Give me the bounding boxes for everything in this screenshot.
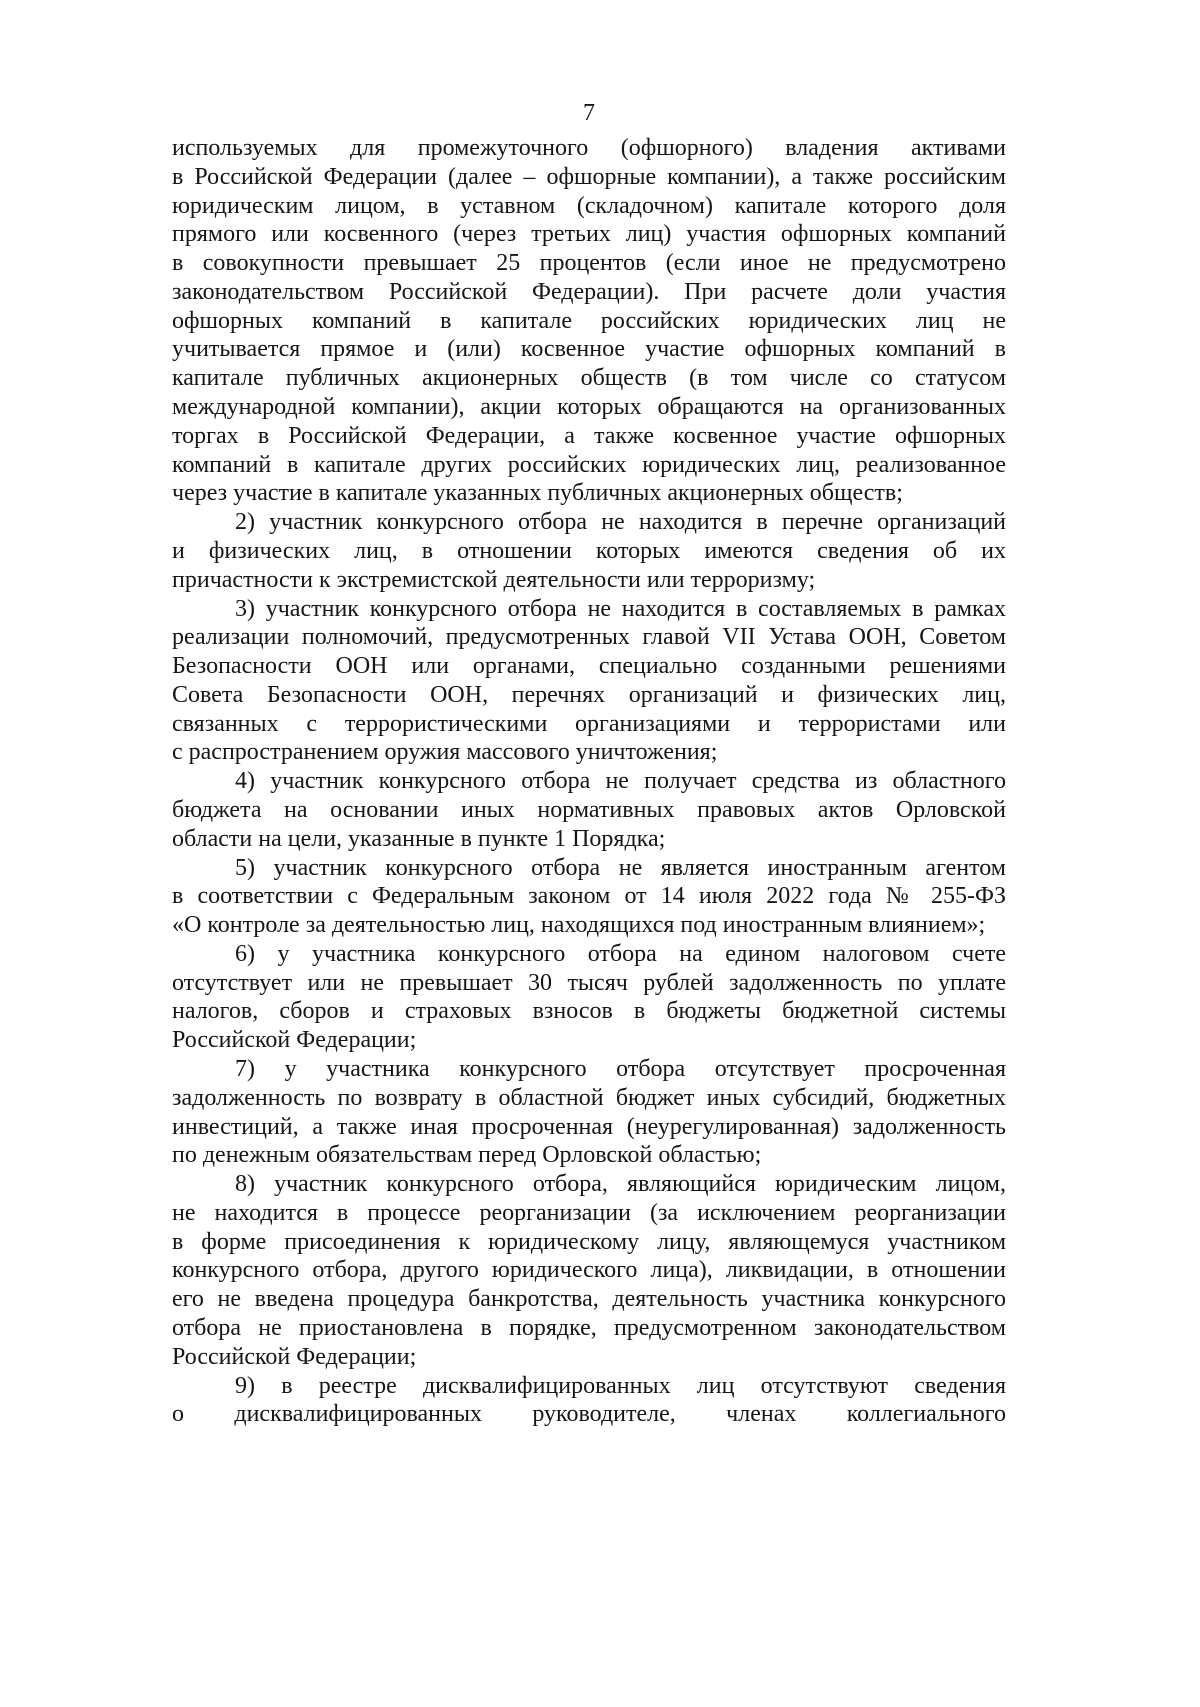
paragraph-item-8: [172, 1170, 1006, 1371]
paragraph-item-9: [172, 1372, 1006, 1430]
text-line: его не введена процедура банкротства, деятельность участника конкурсного: [172, 1286, 1006, 1313]
paragraph-item-3: [172, 595, 1006, 768]
text-line: компаний в капитале других российских юридических лиц, реализованное: [172, 451, 1006, 478]
document-text: [172, 134, 1006, 1429]
text-line: учитывается прямое и (или) косвенное участие офшорных компаний в: [172, 336, 1006, 363]
text-line: 2) участник конкурсного отбора не находится в перечне организаций: [235, 509, 1006, 536]
text-line: Безопасности ООН или органами, специально созданными решениями: [172, 653, 1006, 680]
text-line: налогов, сборов и страховых взносов в бюджеты бюджетной системы: [172, 998, 1006, 1025]
text-line: реализации полномочий, предусмотренных главой VII Устава ООН, Советом: [172, 624, 1006, 651]
text-line: в Российской Федерации (далее – офшорные компании), а также российским: [172, 163, 1006, 190]
text-line: в совокупности превышает 25 процентов (если иное не предусмотрено: [172, 250, 1006, 277]
text-line: 7) у участника конкурсного отбора отсутствует просроченная: [235, 1056, 1006, 1082]
text-line: юридическим лицом, в уставном (складочном) капитале которого доля: [172, 192, 1006, 219]
text-line: области на цели, указанные в пункте 1 Порядка;: [172, 825, 666, 852]
text-line: законодательством Российской Федерации). При расчете доли участия: [172, 278, 1006, 305]
text-line: в форме присоединения к юридическому лицу, являющемуся участником: [172, 1228, 1006, 1255]
text-line: бюджета на основании иных нормативных правовых актов Орловской: [172, 796, 1006, 823]
text-line: с распространением оружия массового уничтожения;: [172, 739, 718, 766]
text-line: отсутствует или не превышает 30 тысяч рублей задолженность по уплате: [172, 969, 1006, 996]
text-line: офшорных компаний в капитале российских юридических лиц не: [172, 307, 1006, 334]
text-line: торгах в Российской Федерации, а также косвенное участие офшорных: [172, 422, 1006, 449]
text-line: о дисквалифицированных руководителе, членах коллегиального: [172, 1401, 1006, 1428]
page-number: 7: [583, 100, 595, 126]
text-line: прямого или косвенного (через третьих лиц) участия офшорных компаний: [172, 221, 1006, 248]
text-line: причастности к экстремистской деятельности или терроризму;: [172, 566, 816, 593]
text-line: Совета Безопасности ООН, перечнях организаций и физических лиц,: [172, 681, 1006, 708]
text-line: Российской Федерации;: [172, 1027, 417, 1054]
text-line: конкурсного отбора, другого юридического лица), ликвидации, в отношении: [172, 1257, 1006, 1284]
text-line: используемых для промежуточного (офшорного) владения активами: [172, 135, 1006, 161]
text-line: задолженность по возврату в областной бюджет иных субсидий, бюджетных: [172, 1084, 1006, 1111]
paragraph-item-4: [172, 767, 1006, 853]
text-line: не находится в процессе реорганизации (за исключением реорганизации: [172, 1199, 1006, 1226]
paragraph-item-6: [172, 940, 1006, 1055]
text-line: 6) у участника конкурсного отбора на едином налоговом счете: [235, 940, 1006, 967]
text-line: и физических лиц, в отношении которых имеются сведения об их: [172, 537, 1006, 564]
text-line: 9) в реестре дисквалифицированных лиц отсутствуют сведения: [235, 1372, 1006, 1399]
text-line: через участие в капитале указанных публичных акционерных обществ;: [172, 480, 903, 507]
paragraph-item-7: [172, 1055, 1006, 1170]
paragraph-continuation: [172, 134, 1006, 508]
text-line: связанных с террористическими организациями и террористами или: [172, 710, 1006, 737]
paragraph-item-5: [172, 854, 1006, 940]
text-line: капитале публичных акционерных обществ (в том числе со статусом: [172, 365, 1006, 392]
text-line: отбора не приостановлена в порядке, предусмотренном законодательством: [172, 1315, 1006, 1342]
text-line: в соответствии с Федеральным законом от 14 июля 2022 года № 255-ФЗ: [172, 883, 1006, 910]
text-line: 8) участник конкурсного отбора, являющийся юридическим лицом,: [235, 1171, 1006, 1198]
text-line: «О контроле за деятельностью лиц, находящихся под иностранным влиянием»;: [172, 912, 986, 939]
text-line: 4) участник конкурсного отбора не получает средства из областного: [235, 768, 1006, 795]
text-line: 3) участник конкурсного отбора не находится в составляемых в рамках: [235, 595, 1006, 622]
text-line: инвестиций, а также иная просроченная (неурегулированная) задолженность: [172, 1113, 1006, 1140]
text-line: по денежным обязательствам перед Орловской областью;: [172, 1142, 762, 1169]
text-line: 5) участник конкурсного отбора не является иностранным агентом: [235, 854, 1006, 881]
text-line: Российской Федерации;: [172, 1343, 417, 1370]
paragraph-item-2: [172, 508, 1006, 594]
text-line: международной компании), акции которых обращаются на организованных: [172, 394, 1006, 421]
